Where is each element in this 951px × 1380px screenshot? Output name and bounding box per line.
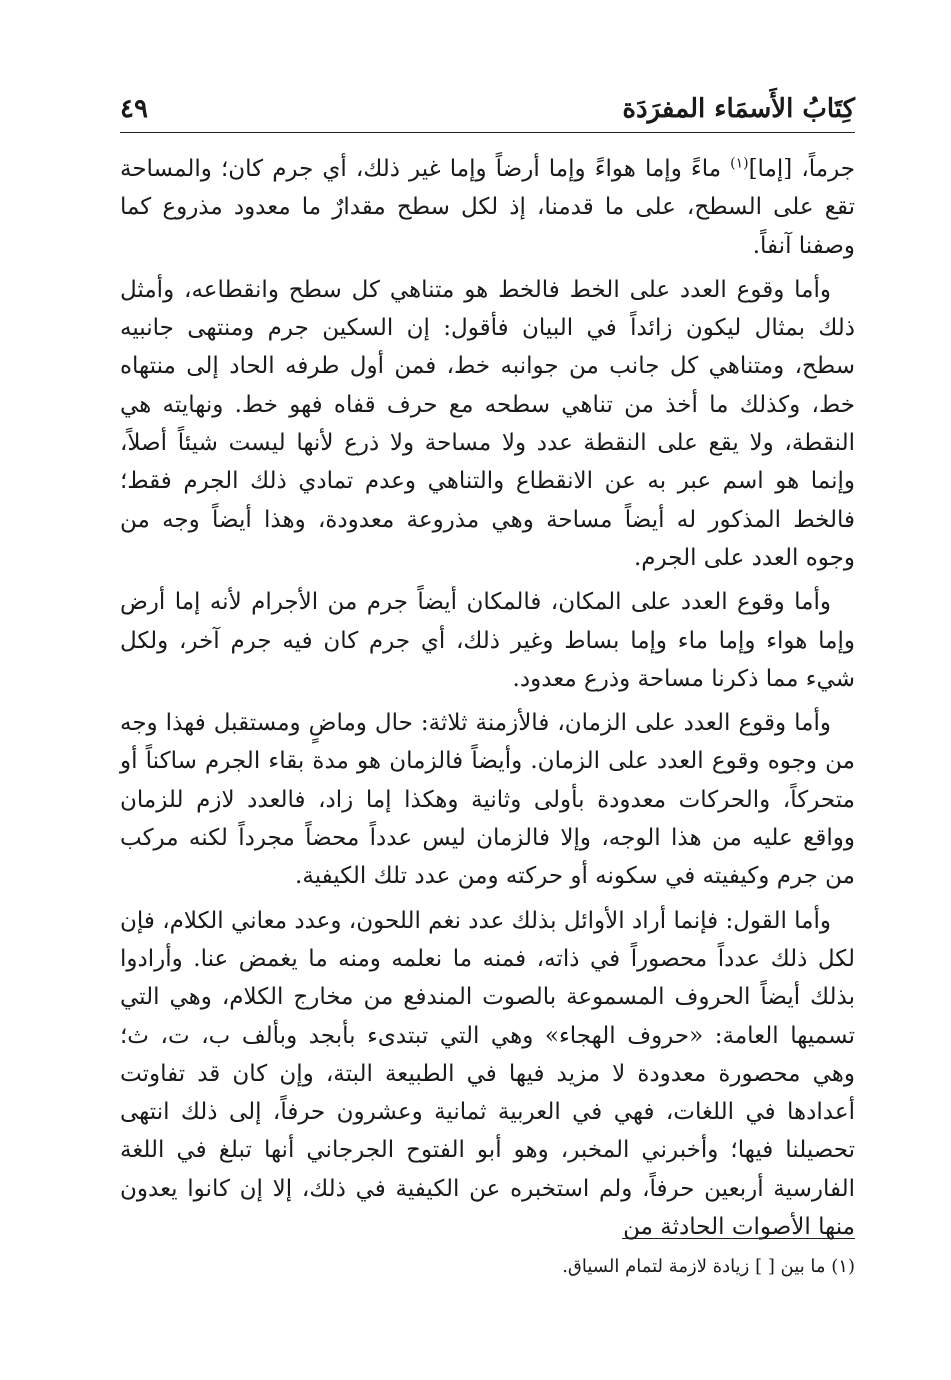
footnote-reference: (١): [730, 155, 749, 172]
footnote-rule: [622, 1238, 855, 1239]
paragraph-1-start: جرماً، [إما]: [748, 156, 855, 182]
paragraph-5: وأما القول: فإنما أراد الأوائل بذلك عدد نغم اللحون، وعدد معاني الكلام، فإن لكل ذلك عدداً محصوراً في ذاته، فمنه ما نعلمه ومنه ما يغمض عنا. وأرادوا بذلك أيضاً الحروف المسموعة بالصوت المندفع من مخارج الكلام، وهي التي تسميها العامة: «حروف الهجاء» وهي التي تبتدىء بأبجد وبألف ب، ت، ث؛ وهي محصورة معدودة لا مزيد فيها في الطبيعة البتة، وإن كان قد تفاوتت أعدادها في اللغات، فهي في العربية ثمانية وعشرون حرفاً، إلى ذلك انتهى تحصيلنا فيها؛ وأخبرني المخبر، وهو أبو الفتوح الجرجاني أنها تبلغ في اللغة الفارسية أربعين حرفاً، ولم استخبره عن الكيفية في ذلك، إلا إن كانوا يعدون منها الأصوات الحادثة من: [120, 907, 855, 1241]
main-text: [120, 150, 855, 1252]
book-title: كِتَابُ الأَسمَاء المفرَدَة: [622, 94, 855, 124]
running-header: [120, 94, 855, 134]
paragraph-4: وأما وقوع العدد على الزمان، فالأزمنة ثلاثة: حال وماضٍ ومستقبل فهذا وجه من وجوه وقوع العدد على الزمان. وأيضاً فالزمان هو مدة بقاء الجرم ساكناً أو متحركاً، والحركات معدودة بأولى وثانية وهكذا إما زاد، فالعدد لازم للزمان وواقع عليه من هذا الوجه، وإلا فالزمان ليس عدداً محضاً مجرداً لكنه مركب من جرم وكيفيته في سكونه أو حركته ومن عدد تلك الكيفية.: [120, 710, 855, 890]
paragraph-3: وأما وقوع العدد على المكان، فالمكان أيضاً جرم من الأجرام لأنه إما أرض وإما هواء وإما ماء وإما بساط وغير ذلك، أي جرم كان فيه جرم آخر، ولكل شيء مما ذكرنا مساحة وذرع معدود.: [120, 589, 855, 692]
paragraph-1-rest: ماءً وإما هواءً وإما أرضاً وإما غير ذلك، أي جرم كان؛ والمساحة تقع على السطح، على ما قدمنا، إذ لكل سطح مقدارٌ ما معدود مذروع كما وصفنا آنفاً.: [120, 156, 855, 259]
header-rule: [120, 132, 855, 133]
paragraph-2: وأما وقوع العدد على الخط فالخط هو متناهي كل سطح وانقطاعه، وأمثل ذلك بمثال ليكون زائداً في البيان فأقول: إن السكين جرم ومنتهى جانبيه سطح، ومتناهي كل جانب من جوانبه خط، فمن أول طرفه الحاد إلى منتهاه خط، وكذلك ما أخذ من تناهي سطحه مع حرف قفاه فهو خط. ونهايته هي النقطة، ولا يقع على النقطة عدد ولا مساحة ولا ذرع لأنها ليست شيئاً أصلاً، وإنما هو اسم عبر به عن الانقطاع والتناهي وعدم تمادي ذلك الجرم فقط؛ فالخط المذكور له أيضاً مساحة وهي مذروعة معدودة، وهذا أيضاً وجه من وجوه العدد على الجرم.: [120, 276, 855, 571]
paragraph-1: [120, 150, 855, 265]
footnote: (١) ما بين [ ] زيادة لازمة لتمام السياق.: [562, 1256, 855, 1277]
page-number: ٤٩: [120, 94, 148, 124]
